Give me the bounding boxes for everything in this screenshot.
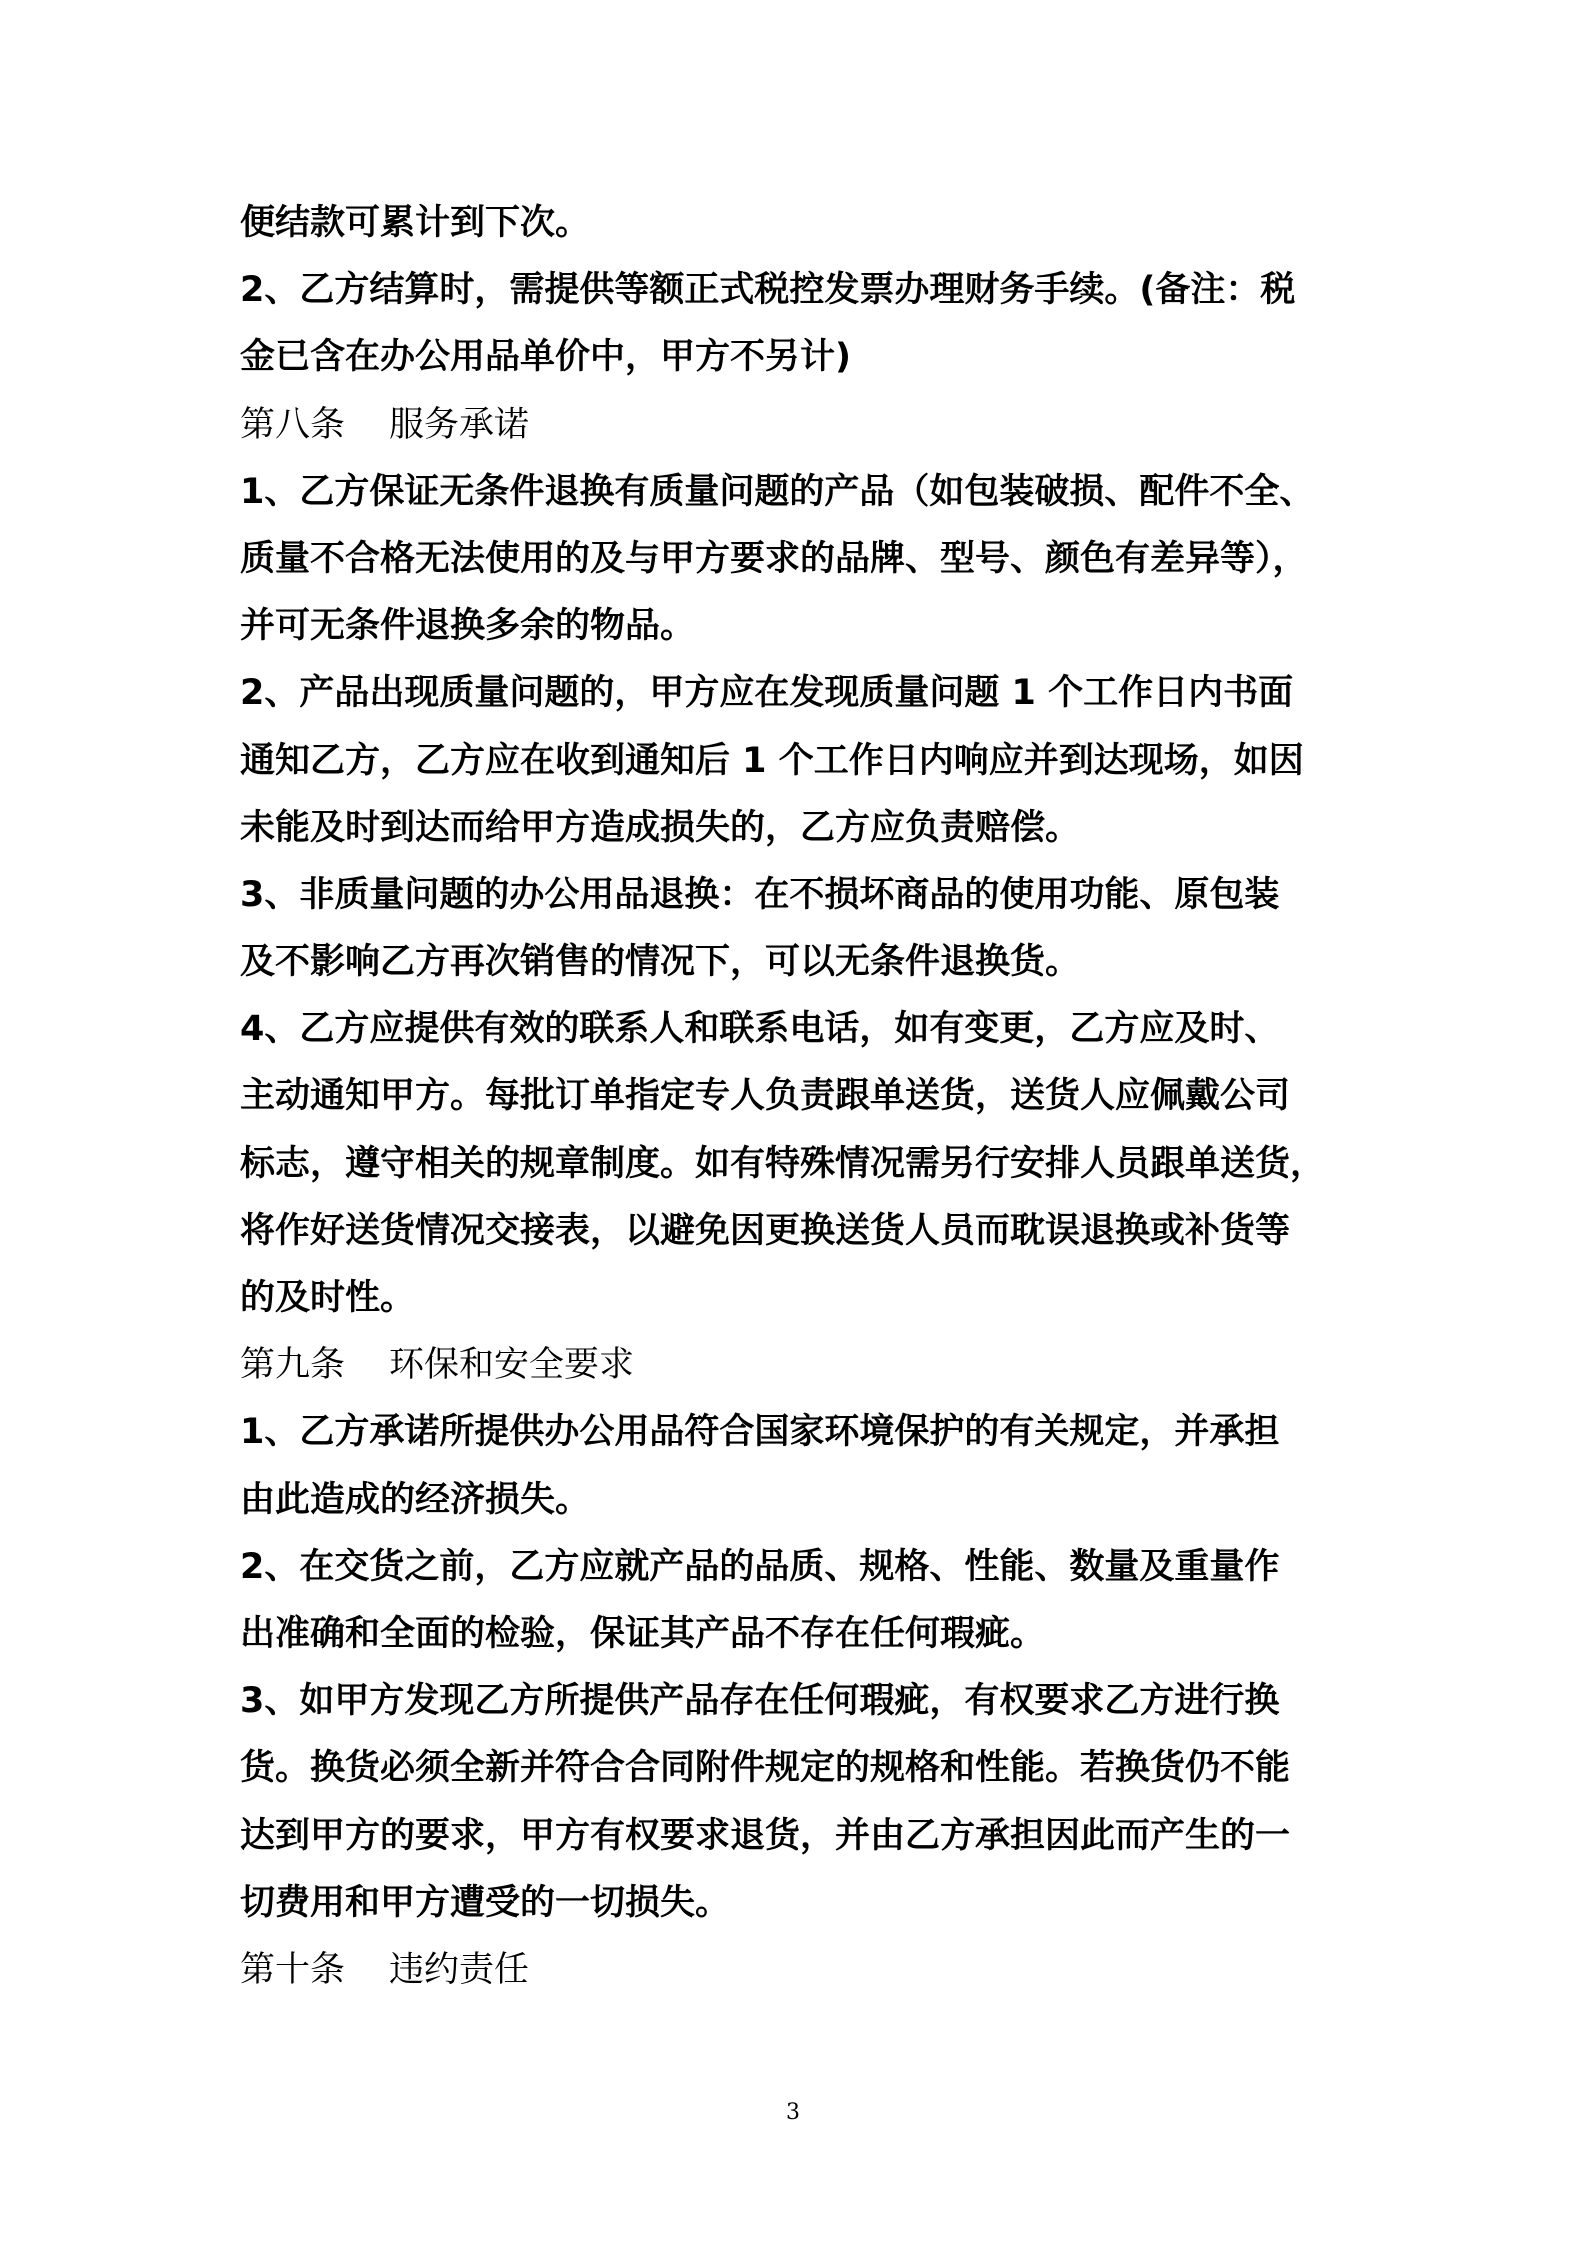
section-heading-8 (240, 392, 1360, 459)
paragraph-line: 2、乙方结算时，需提供等额正式税控发票办理财务手续。(备注：税 (240, 270, 1296, 311)
paragraph-line: 出准确和全面的检验，保证其产品不存在任何瑕疵。 (240, 1613, 1046, 1654)
paragraph-line: 未能及时到达而给甲方造成损失的，乙方应负责赔偿。 (240, 807, 1081, 848)
section-title: 违约责任 (389, 1949, 530, 1990)
section-heading-10 (240, 1937, 1360, 2004)
paragraph-line: 主动通知甲方。每批订单指定专人负责跟单送货，送货人应佩戴公司 (240, 1076, 1291, 1117)
paragraph-line: 质量不合格无法使用的及与甲方要求的品牌、型号、颜色有差异等）， (240, 538, 1308, 579)
paragraph-line: 便结款可累计到下次。 (240, 203, 591, 243)
paragraph-line: 切费用和甲方遭受的一切损失。 (240, 1882, 731, 1923)
section-heading-9 (240, 1332, 1360, 1399)
section-number: 第九条 (240, 1345, 346, 1386)
document-body (240, 190, 1360, 2004)
paragraph-line: 由此造成的经济损失。 (240, 1479, 591, 1520)
paragraph-line: 金已含在办公用品单价中，甲方不另计) (240, 337, 851, 378)
section-title: 环保和安全要求 (389, 1345, 635, 1386)
paragraph-line: 标志，遵守相关的规章制度。如有特殊情况需另行安排人员跟单送货， (240, 1143, 1326, 1184)
paragraph-line: 达到甲方的要求，甲方有权要求退货，并由乙方承担因此而产生的一 (240, 1815, 1291, 1856)
paragraph-line: 4、乙方应提供有效的联系人和联系电话，如有变更，乙方应及时、 (240, 1009, 1280, 1050)
paragraph-line: 2、产品出现质量问题的，甲方应在发现质量问题 1 个工作日内书面 (240, 673, 1294, 714)
paragraph-line: 1、乙方承诺所提供办公用品符合国家环境保护的有关规定，并承担 (240, 1412, 1280, 1453)
paragraph-line: 及不影响乙方再次销售的情况下，可以无条件退换货。 (240, 942, 1081, 983)
section-number: 第十条 (240, 1949, 346, 1990)
paragraph-line: 货。换货必须全新并符合合同附件规定的规格和性能。若换货仍不能 (240, 1748, 1291, 1789)
paragraph-line: 3、非质量问题的办公用品退换：在不损坏商品的使用功能、原包装 (240, 874, 1280, 915)
paragraph-line: 3、如甲方发现乙方所提供产品存在任何瑕疵，有权要求乙方进行换 (240, 1681, 1280, 1722)
paragraph-line: 2、在交货之前，乙方应就产品的品质、规格、性能、数量及重量作 (240, 1546, 1280, 1587)
paragraph-line: 通知乙方，乙方应在收到通知后 1 个工作日内响应并到达现场，如因 (240, 740, 1304, 781)
section-title: 服务承诺 (389, 404, 530, 445)
section-number: 第八条 (240, 404, 346, 445)
paragraph-line: 1、乙方保证无条件退换有质量问题的产品（如包装破损、配件不全、 (240, 471, 1315, 512)
page-number: 3 (786, 2100, 800, 2125)
paragraph-line: 并可无条件退换多余的物品。 (240, 606, 696, 647)
paragraph-line: 将作好送货情况交接表，以避免因更换送货人员而耽误退换或补货等 (240, 1210, 1291, 1251)
paragraph-line: 的及时性。 (240, 1278, 416, 1318)
